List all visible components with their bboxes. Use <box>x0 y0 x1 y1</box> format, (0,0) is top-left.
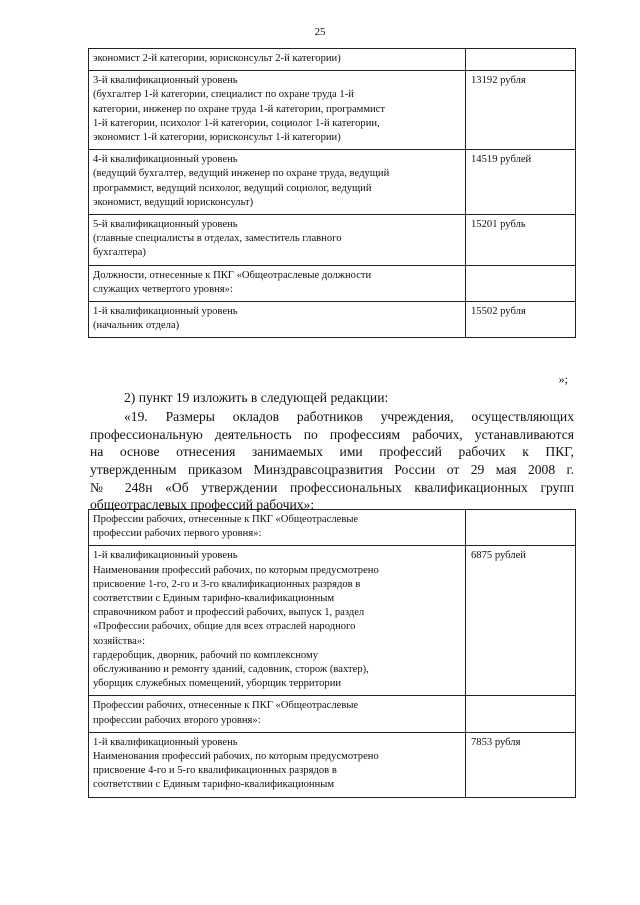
position-line: программист, ведущий психолог, ведущий социолог, ведущий <box>93 182 372 194</box>
position-line: Должности, отнесенные к ПКГ «Общеотраслевые должности <box>93 269 372 281</box>
position-line: бухгалтера) <box>93 247 146 259</box>
position-line: «Профессии рабочих, общие для всех отраслей народного <box>93 621 356 633</box>
position-cell <box>89 71 466 150</box>
position-cell <box>89 510 466 546</box>
position-line: 1-й квалификационный уровень <box>93 736 238 748</box>
salary-table-employees <box>88 48 576 338</box>
position-line: экономист 1-й категории, юрисконсульт 1-й категории) <box>93 132 341 144</box>
table-row <box>89 215 576 266</box>
position-cell <box>89 265 466 301</box>
salary-cell: 13192 рубля <box>466 71 576 150</box>
position-line: Наименования профессий рабочих, по которым предусмотрено <box>93 751 379 763</box>
position-line: категории, инженер по охране труда 1-й категории, программист <box>93 103 386 115</box>
position-cell <box>89 49 466 71</box>
table-row <box>89 510 576 546</box>
position-line: уборщик служебных помещений, уборщик территории <box>93 678 342 690</box>
table-row <box>89 732 576 797</box>
paragraph-line: на основе отнесения занимаемых ими профессий рабочих к ПКГ, <box>90 444 574 460</box>
position-cell <box>89 732 466 797</box>
position-line: служащих четвертого уровня»: <box>93 283 233 295</box>
position-line: (начальник отдела) <box>93 320 180 332</box>
position-line: экономист 2-й категории, юрисконсульт 2-й категории) <box>93 53 341 64</box>
position-line: присвоение 1-го, 2-го и 3-го квалификационных разрядов в <box>93 578 361 590</box>
position-line: 5-й квалификационный уровень <box>93 219 238 231</box>
position-cell <box>89 546 466 696</box>
position-cell <box>89 215 466 266</box>
position-line: Профессии рабочих, отнесенные к ПКГ «Общеотраслевые <box>93 514 359 525</box>
table-row <box>89 150 576 215</box>
position-line: справочником работ и профессий рабочих, выпуск 1, раздел <box>93 607 365 619</box>
amendment-item: 2) пункт 19 изложить в следующей редакции: <box>124 390 389 405</box>
position-line: гардеробщик, дворник, рабочий по комплексному <box>93 649 319 661</box>
closing-quote-mark: »; <box>558 372 568 386</box>
salary-cell: 7853 рубля <box>466 732 576 797</box>
position-line: 1-й категории, психолог 1-й категории, социолог 1-й категории, <box>93 117 380 129</box>
position-line: (главные специалисты в отделах, заместитель главного <box>93 233 342 245</box>
table-row <box>89 71 576 150</box>
salary-table-workers <box>88 509 576 798</box>
paragraph-line: профессиональную деятельность по профессиям рабочих, устанавливаются <box>90 426 574 442</box>
table-body <box>89 49 576 338</box>
position-line: 1-й квалификационный уровень <box>93 306 238 318</box>
position-line: обслуживанию и ремонту зданий, садовник, сторож (вахтер), <box>93 664 369 676</box>
position-line: профессии рабочих первого уровня»: <box>93 528 262 540</box>
position-line: 1-й квалификационный уровень <box>93 550 238 562</box>
salary-cell: 15502 рубля <box>466 302 576 338</box>
position-cell <box>89 150 466 215</box>
table-row <box>89 49 576 71</box>
position-line: соответствии с Единым тарифно-квалификационным <box>93 593 335 605</box>
paragraph-line: общеотраслевых профессий рабочих»: <box>90 497 315 513</box>
position-cell <box>89 302 466 338</box>
salary-cell: 6875 рублей <box>466 546 576 696</box>
salary-cell <box>466 696 576 732</box>
salary-cell: 15201 рубль <box>466 215 576 266</box>
paragraph-19 <box>90 408 574 514</box>
table-row <box>89 546 576 696</box>
salary-cell <box>466 510 576 546</box>
position-line: профессии рабочих второго уровня»: <box>93 714 261 726</box>
paragraph-line: утвержденным приказом Минздравсоцразвития России от 29 мая 2008 г. <box>90 462 574 478</box>
table-row <box>89 265 576 301</box>
position-line: (ведущий бухгалтер, ведущий инженер по охране труда, ведущий <box>93 168 390 180</box>
position-line: соответствии с Единым тарифно-квалификационным <box>93 779 335 791</box>
paragraph-line: «19. Размеры окладов работников учреждения, осуществляющих <box>124 409 574 424</box>
position-line: 4-й квалификационный уровень <box>93 154 238 166</box>
position-line: хозяйства»: <box>93 635 146 647</box>
position-line: Профессии рабочих, отнесенные к ПКГ «Общеотраслевые <box>93 700 359 712</box>
table-row <box>89 302 576 338</box>
table-row <box>89 696 576 732</box>
position-line: Наименования профессий рабочих, по которым предусмотрено <box>93 564 379 576</box>
position-line: (бухгалтер 1-й категории, специалист по охране труда 1-й <box>93 89 354 101</box>
salary-cell <box>466 49 576 71</box>
salary-cell <box>466 265 576 301</box>
position-line: экономист, ведущий юрисконсульт) <box>93 196 254 208</box>
page-number: 25 <box>314 26 326 38</box>
table-body <box>89 510 576 798</box>
salary-cell: 14519 рублей <box>466 150 576 215</box>
position-line: присвоение 4-го и 5-го квалификационных разрядов в <box>93 765 337 777</box>
position-line: 3-й квалификационный уровень <box>93 75 238 87</box>
paragraph-line: № 248н «Об утверждении профессиональных квалификационных групп <box>90 479 574 495</box>
position-cell <box>89 696 466 732</box>
